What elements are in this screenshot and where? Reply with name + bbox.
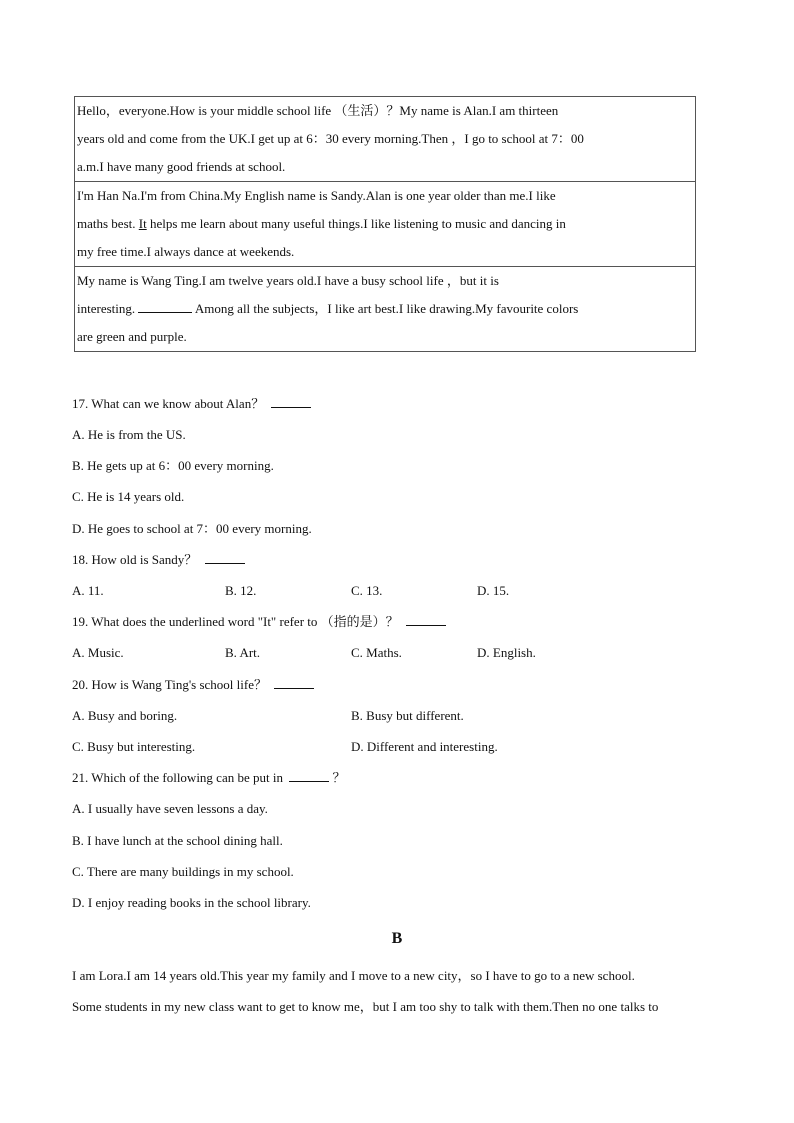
text-fragment: maths best. xyxy=(77,216,139,231)
option-c[interactable]: C. There are many buildings in my school. xyxy=(72,864,294,879)
passage-table xyxy=(74,96,696,352)
answer-blank[interactable] xyxy=(271,395,311,408)
question-17 xyxy=(72,395,311,413)
option-d[interactable]: D. English. xyxy=(477,645,536,660)
passage-line: years old and come from the UK.I get up at 6：30 every morning.Then ，I go to school at 7：00 xyxy=(77,131,584,146)
question-21 xyxy=(72,769,345,787)
passage-line: Hello，everyone.How is your middle school life （生活）？My name is Alan.I am thirteen xyxy=(77,103,559,118)
answer-blank[interactable] xyxy=(289,769,329,782)
option-b[interactable]: B. Art. xyxy=(225,645,261,660)
passage-line: I am Lora.I am 14 years old.This year my family and I move to a new city，so I have to go to a new school. xyxy=(72,968,635,983)
question-20 xyxy=(72,676,314,694)
passage-alan xyxy=(75,97,695,181)
answer-blank[interactable] xyxy=(274,676,314,689)
passage-line: my free time.I always dance at weekends. xyxy=(77,244,295,259)
passage-line xyxy=(77,295,693,323)
question-stem: 17. What can we know about Alan？ xyxy=(72,396,265,411)
option-b[interactable]: B. 12. xyxy=(225,583,257,598)
text-fragment: helps me learn about many useful things.I like listening to music and dancing in xyxy=(146,216,566,231)
passage-line: I'm Han Na.I'm from China.My English name is Sandy.Alan is one year older than me.I like xyxy=(77,188,556,203)
option-a[interactable]: A. Busy and boring. xyxy=(72,708,178,723)
option-d[interactable]: D. 15. xyxy=(477,583,510,598)
answer-blank[interactable] xyxy=(406,613,446,626)
question-stem: 20. How is Wang Ting's school life？ xyxy=(72,677,267,692)
passage-line: a.m.I have many good friends at school. xyxy=(77,159,286,174)
question-18 xyxy=(72,551,245,569)
answer-blank[interactable] xyxy=(138,300,192,313)
option-c[interactable]: C. Busy but interesting. xyxy=(72,739,196,754)
option-c[interactable]: C. 13. xyxy=(351,583,383,598)
text-fragment: interesting. xyxy=(77,301,136,316)
option-a[interactable]: A. 11. xyxy=(72,583,104,598)
option-d[interactable]: D. He goes to school at 7：00 every morning. xyxy=(72,521,312,536)
question-stem: 21. Which of the following can be put in xyxy=(72,770,283,785)
option-a[interactable]: A. Music. xyxy=(72,645,124,660)
passage-line: My name is Wang Ting.I am twelve years old.I have a busy school life ，but it is xyxy=(77,273,499,288)
passage-line xyxy=(77,210,693,238)
option-d[interactable]: D. I enjoy reading books in the school library. xyxy=(72,895,311,910)
text-fragment: Among all the subjects，I like art best.I like drawing.My favourite colors xyxy=(192,301,579,316)
option-b[interactable]: B. Busy but different. xyxy=(351,708,464,723)
passage-line: Some students in my new class want to get to know me，but I am too shy to talk with them.Then no one talks to xyxy=(72,999,659,1014)
option-c[interactable]: C. Maths. xyxy=(351,645,402,660)
passage-sandy xyxy=(75,181,695,266)
passage-line: are green and purple. xyxy=(77,329,187,344)
question-19 xyxy=(72,613,446,631)
section-heading: B xyxy=(391,930,403,947)
option-d[interactable]: D. Different and interesting. xyxy=(351,739,498,754)
underlined-word: It xyxy=(138,216,147,231)
answer-blank[interactable] xyxy=(205,551,245,564)
option-b[interactable]: B. He gets up at 6：00 every morning. xyxy=(72,458,274,473)
option-b[interactable]: B. I have lunch at the school dining hall. xyxy=(72,833,283,848)
option-c[interactable]: C. He is 14 years old. xyxy=(72,489,185,504)
question-stem: 18. How old is Sandy？ xyxy=(72,552,198,567)
option-a[interactable]: A. He is from the US. xyxy=(72,427,186,442)
passage-wang-ting xyxy=(75,266,695,351)
option-a[interactable]: A. I usually have seven lessons a day. xyxy=(72,801,268,816)
question-stem: 19. What does the underlined word "It" refer to （指的是）？ xyxy=(72,614,399,629)
question-stem-end: ？ xyxy=(332,770,346,785)
